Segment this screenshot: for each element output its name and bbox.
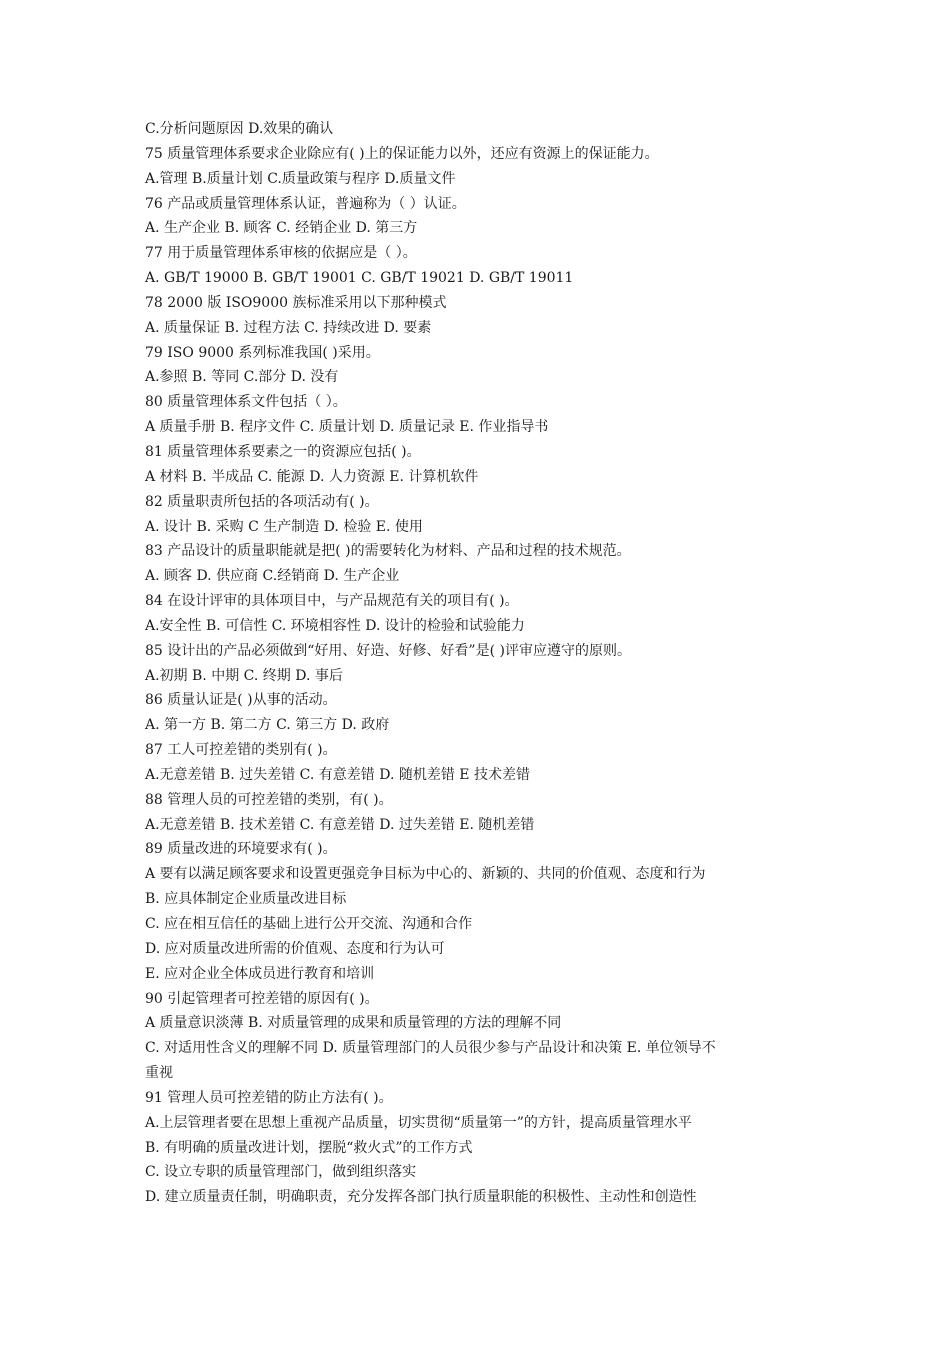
text-line: A.管理 B.质量计划 C.质量政策与程序 D.质量文件 xyxy=(145,170,456,187)
text-line: 90 引起管理者可控差错的原因有( )。 xyxy=(145,990,379,1007)
text-line: A.无意差错 B. 过失差错 C. 有意差错 D. 随机差错 E 技术差错 xyxy=(145,766,530,783)
text-line: 86 质量认证是( )从事的活动。 xyxy=(145,692,337,709)
text-line: A.上层管理者要在思想上重视产品质量，切实贯彻“质量第一”的方针，提高质量管理水平 xyxy=(145,1114,692,1131)
text-line: 重视 xyxy=(145,1065,173,1082)
text-line: A.安全性 B. 可信性 C. 环境相容性 D. 设计的检验和试验能力 xyxy=(145,617,525,634)
text-line: D. 应对质量改进所需的价值观、态度和行为认可 xyxy=(145,940,445,957)
text-line: A.参照 B. 等同 C.部分 D. 没有 xyxy=(145,369,339,386)
text-line: 80 质量管理体系文件包括（ ）。 xyxy=(145,394,347,411)
text-line: 88 管理人员的可控差错的类别，有( )。 xyxy=(145,791,393,808)
text-line: A 质量手册 B. 程序文件 C. 质量计划 D. 质量记录 E. 作业指导书 xyxy=(145,419,549,436)
text-line: A 要有以满足顾客要求和设置更强竞争目标为中心的、新颖的、共同的价值观、态度和行为 xyxy=(145,866,706,883)
text-line: C. 对适用性含义的理解不同 D. 质量管理部门的人员很少参与产品设计和决策 E. 单位领导不 xyxy=(145,1040,716,1057)
text-line: 89 质量改进的环境要求有( )。 xyxy=(145,841,337,858)
text-line: 91 管理人员可控差错的防止方法有( )。 xyxy=(145,1089,393,1106)
text-line: 83 产品设计的质量职能就是把( )的需要转化为材料、产品和过程的技术规范。 xyxy=(145,543,631,560)
text-line: 82 质量职责所包括的各项活动有( )。 xyxy=(145,493,379,510)
text-line: A. GB/T 19000 B. GB/T 19001 C. GB/T 19021 D. GB/T 19011 xyxy=(145,270,574,287)
text-line: 84 在设计评审的具体项目中，与产品规范有关的项目有( )。 xyxy=(145,593,519,610)
text-line: D. 建立质量责任制，明确职责，充分发挥各部门执行质量职能的积极性、主动性和创造性 xyxy=(145,1189,697,1206)
text-line: B. 应具体制定企业质量改进目标 xyxy=(145,891,347,908)
text-line: E. 应对企业全体成员进行教育和培训 xyxy=(145,965,375,982)
text-line: C.分析问题原因 D.效果的确认 xyxy=(145,121,334,137)
text-line: 77 用于质量管理体系审核的依据应是（ ）。 xyxy=(145,245,417,262)
text-line: A 材料 B. 半成品 C. 能源 D. 人力资源 E. 计算机软件 xyxy=(145,468,479,485)
text-line: 76 产品或质量管理体系认证，普遍称为（ ）认证。 xyxy=(145,195,466,212)
text-line: A.初期 B. 中期 C. 终期 D. 事后 xyxy=(145,667,343,684)
text-line: A. 顾客 D. 供应商 C.经销商 D. 生产企业 xyxy=(145,568,400,585)
text-line: 81 质量管理体系要素之一的资源应包括( )。 xyxy=(145,443,421,460)
text-line: B. 有明确的质量改进计划，摆脱“救火式”的工作方式 xyxy=(145,1139,473,1156)
text-line: A. 第一方 B. 第二方 C. 第三方 D. 政府 xyxy=(145,717,390,734)
text-line: A. 质量保证 B. 过程方法 C. 持续改进 D. 要素 xyxy=(145,319,432,336)
text-line: A 质量意识淡薄 B. 对质量管理的成果和质量管理的方法的理解不同 xyxy=(145,1015,562,1032)
text-line: A. 生产企业 B. 顾客 C. 经销企业 D. 第三方 xyxy=(145,220,418,237)
text-line: C. 应在相互信任的基础上进行公开交流、沟通和合作 xyxy=(145,916,473,932)
text-line: 78 2000 版 ISO9000 族标准采用以下那种模式 xyxy=(145,294,447,311)
text-line: C. 设立专职的质量管理部门，做到组织落实 xyxy=(145,1164,417,1181)
text-line: A.无意差错 B. 技术差错 C. 有意差错 D. 过失差错 E. 随机差错 xyxy=(145,816,535,833)
text-line: 85 设计出的产品必须做到“好用、好造、好修、好看”是( )评审应遵守的原则。 xyxy=(145,642,631,659)
text-line: A. 设计 B. 采购 C 生产制造 D. 检验 E. 使用 xyxy=(145,518,423,535)
document-body xyxy=(145,117,813,1210)
text-line: 87 工人可控差错的类别有( )。 xyxy=(145,742,337,759)
text-line: 75 质量管理体系要求企业除应有( )上的保证能力以外，还应有资源上的保证能力。 xyxy=(145,145,659,162)
text-line: 79 ISO 9000 系列标准我国( )采用。 xyxy=(145,344,380,361)
